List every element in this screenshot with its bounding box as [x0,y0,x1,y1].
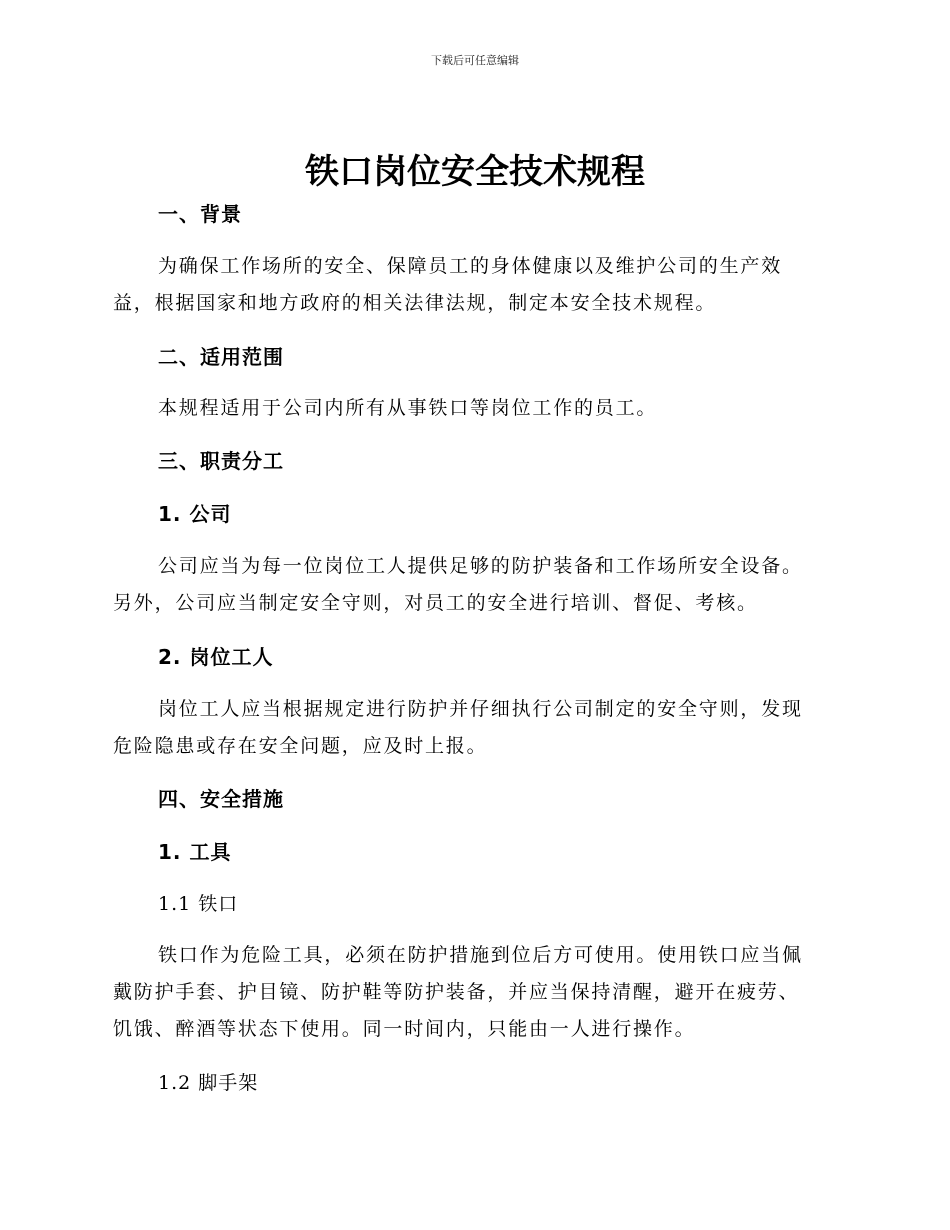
paragraph-workers [113,691,853,765]
paragraph-background [113,248,853,322]
header-note: 下载后可任意编辑 [431,54,519,67]
subsection-heading-tools: 1. 工具 [158,840,232,864]
section-heading-duties: 三、职责分工 [158,449,284,473]
paragraph-line: 戴防护手套、护目镜、防护鞋等防护装备，并应当保持清醒，避开在疲劳、 [113,981,800,1003]
paragraph-line: 饥饿、醉酒等状态下使用。同一时间内，只能由一人进行操作。 [113,1018,696,1040]
section-heading-scope: 二、适用范围 [158,345,284,369]
paragraph-line: 岗位工人应当根据规定进行防护并仔细执行公司制定的安全守则，发现 [158,698,803,720]
paragraph-line: 另外，公司应当制定安全守则，对员工的安全进行培训、督促、考核。 [113,592,758,614]
subsection-heading-scaffold: 1.2 脚手架 [158,1072,259,1094]
subsection-heading-taphole: 1.1 铁口 [158,893,239,915]
paragraph-company [113,548,853,622]
paragraph-line: 危险隐患或存在安全问题，应及时上报。 [113,735,488,757]
paragraph-line: 本规程适用于公司内所有从事铁口等岗位工作的员工。 [158,397,658,419]
paragraph-taphole [113,937,853,1048]
section-heading-background: 一、背景 [158,202,242,226]
paragraph-line: 铁口作为危险工具，必须在防护措施到位后方可使用。使用铁口应当佩 [158,944,803,966]
section-heading-measures: 四、安全措施 [158,787,284,811]
subsection-heading-workers: 2. 岗位工人 [158,645,274,669]
paragraph-scope [113,390,853,427]
paragraph-line: 益，根据国家和地方政府的相关法律法规，制定本安全技术规程。 [113,292,717,314]
paragraph-line: 为确保工作场所的安全、保障员工的身体健康以及维护公司的生产效 [158,255,783,277]
paragraph-line: 公司应当为每一位岗位工人提供足够的防护装备和工作场所安全设备。 [158,555,803,577]
subsection-heading-company: 1. 公司 [158,502,232,526]
document-title: 铁口岗位安全技术规程 [305,152,645,192]
